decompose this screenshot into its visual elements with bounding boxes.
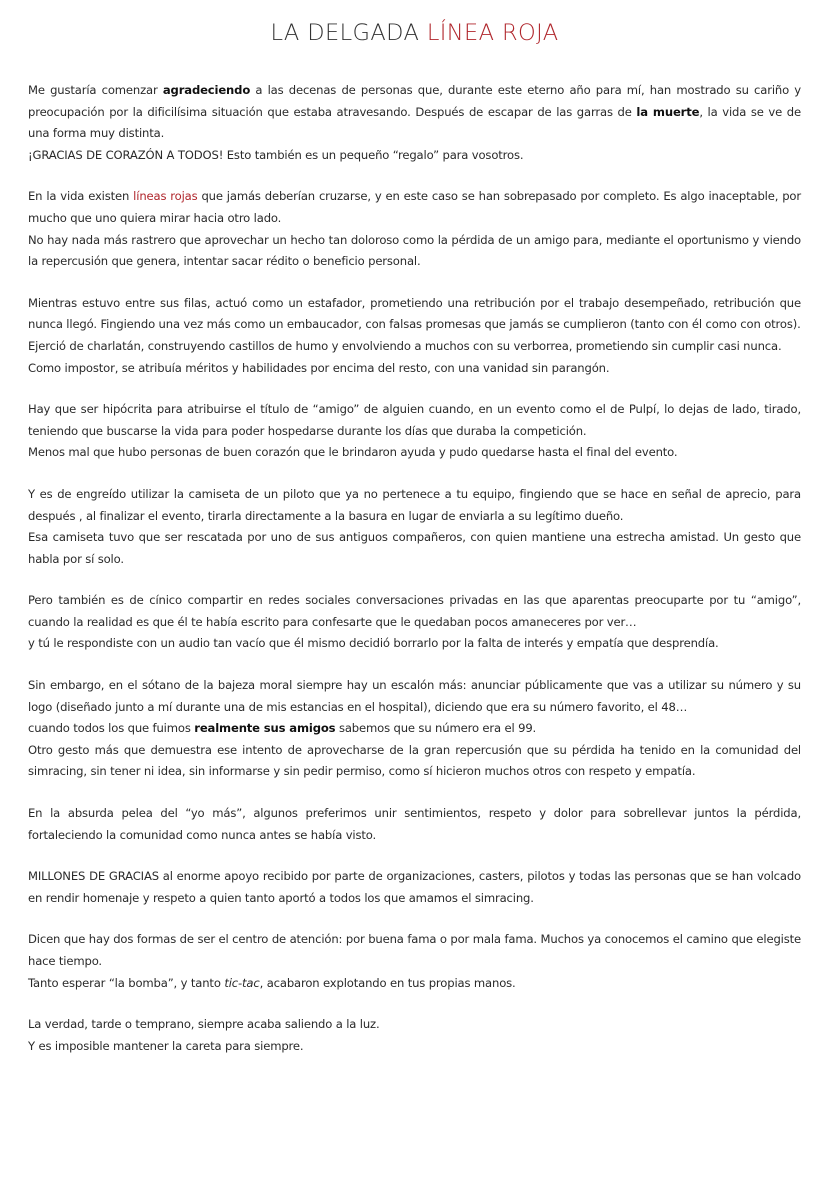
paragraph-9-line-1: MILLONES DE GRACIAS al enorme apoyo recibido por parte de organizaciones, casters, pilotos y todas las personas que se han volcado en rendir homenaje y respeto a quien tanto aportó a todos los que amamos el simracing.: [28, 869, 801, 905]
paragraph-11-line-1: La verdad, tarde o temprano, siempre acaba saliendo a la luz.: [28, 1017, 380, 1032]
paragraph-11: [28, 1014, 801, 1057]
page-title: [28, 20, 801, 46]
paragraph-7-line-2: [28, 718, 801, 740]
bold-text: la muerte: [636, 104, 700, 119]
paragraph-3-line-3: Como impostor, se atribuía méritos y habilidades por encima del resto, con una vanidad sin parangón.: [28, 360, 610, 375]
paragraph-5-line-2: Esa camiseta tuvo que ser rescatada por uno de sus antiguos compañeros, con quien mantiene una estrecha amistad. Un gesto que habla por sí solo.: [28, 530, 801, 566]
paragraph-10-line-2: [28, 973, 801, 995]
paragraph-1-line-1: [28, 80, 801, 145]
paragraph-11-line-2: Y es imposible mantener la careta para siempre.: [28, 1038, 304, 1053]
paragraph-9: [28, 866, 801, 909]
paragraph-2-line-2: No hay nada más rastrero que aprovechar un hecho tan doloroso como la pérdida de un amigo para, mediante el oportunismo y viendo la repercusión que genera, intentar sacar rédito o beneficio personal.: [28, 232, 801, 269]
title-part-1: LA DELGADA: [270, 20, 427, 46]
paragraph-5-line-1: Y es de engreído utilizar la camiseta de un piloto que ya no pertenece a tu equipo, fingiendo que se hace en señal de aprecio, para después , al finalizar el evento, tirarla directamente a la basura en lugar de enviarla a su legítimo dueño.: [28, 486, 801, 523]
paragraph-10: [28, 929, 801, 994]
title-part-2-red: LÍNEA ROJA: [426, 20, 559, 46]
text-run: , la vida se ve de una forma muy distinta.: [28, 104, 801, 141]
paragraph-7: [28, 675, 801, 783]
paragraph-7-line-1: Sin embargo, en el sótano de la bajeza moral siempre hay un escalón más: anunciar públicamente que vas a utilizar su número y su logo (diseñado junto a mí durante una de mis estancias en el hospital), diciendo que era su número favorito, el 48…: [28, 678, 801, 714]
paragraph-8-line-1: En la absurda pelea del “yo más”, algunos preferimos unir sentimientos, respeto y dolor para sobrellevar juntos la pérdida, fortaleciendo la comunidad como nunca antes se había visto.: [28, 806, 801, 842]
paragraph-5: [28, 484, 801, 570]
bold-text: realmente sus amigos: [194, 721, 336, 736]
italic-text: tic-tac: [224, 975, 260, 990]
paragraph-6-line-1: Pero también es de cínico compartir en redes sociales conversaciones privadas en las que aparentas preocuparte por tu “amigo”, cuando la realidad es que él te había escrito para confesarte que le quedaban pocos amaneceres por ver…: [28, 593, 801, 629]
paragraph-3-line-1: Mientras estuvo entre sus filas, actuó como un estafador, prometiendo una retribución por el trabajo desempeñado, retribución que nunca llegó. Fingiendo una vez más como un embaucador, con falsas promesas que jamás se cumplieron (tanto con él como con otros).: [28, 295, 801, 332]
paragraph-7-line-3: Otro gesto más que demuestra ese intento de aprovecharse de la gran repercusión que su pérdida ha tenido en la comunidad del simracing, sin tener ni idea, sin informarse y sin pedir permiso, como sí hicieron muchos otros con respeto y empatía.: [28, 742, 801, 779]
text-run: En la vida existen: [28, 189, 134, 204]
text-run: que jamás deberían cruzarse, y en este caso se han sobrepasado por completo. Es algo inaceptable, por mucho que uno quiera mirar hacia otro lado.: [28, 189, 801, 225]
red-text: líneas rojas: [133, 189, 198, 204]
bold-text: agradeciendo: [162, 83, 251, 97]
paragraph-3-line-2: Ejerció de charlatán, construyendo castillos de humo y envolviendo a muchos con su verborrea, prometiendo sin cumplir casi nunca.: [28, 338, 782, 353]
paragraph-1: [28, 80, 801, 166]
paragraph-8: [28, 803, 801, 846]
paragraph-2: [28, 186, 801, 272]
paragraph-3: [28, 293, 801, 379]
paragraph-6-line-2: y tú le respondiste con un audio tan vacío que él mismo decidió borrarlo por la falta de interés y empatía que desprendía.: [28, 636, 719, 651]
paragraph-4-line-1: Hay que ser hipócrita para atribuirse el título de “amigo” de alguien cuando, en un evento como el de Pulpí, lo dejas de lado, tirado, teniendo que buscarse la vida para poder hospedarse durante los días que duraba la competición.: [28, 402, 801, 438]
paragraph-4: [28, 399, 801, 464]
text-run: Tanto esperar “la bomba”, y tanto: [28, 975, 225, 990]
paragraph-4-line-2: Menos mal que hubo personas de buen corazón que le brindaron ayuda y pudo quedarse hasta el final del evento.: [28, 445, 678, 460]
paragraph-2-line-1: [28, 186, 801, 229]
text-run: , acabaron explotando en tus propias manos.: [259, 975, 516, 990]
text-run: cuando todos los que fuimos: [28, 721, 195, 736]
text-run: Me gustaría comenzar: [28, 83, 163, 97]
text-run: sabemos que su número era el 99.: [335, 721, 537, 736]
paragraph-1-line-2: ¡GRACIAS DE CORAZÓN A TODOS! Esto también es un pequeño “regalo” para vosotros.: [28, 147, 524, 162]
text-run: a las decenas de personas que, durante este eterno año para mí, han mostrado su cariño y preocupación por la dificilísima situación que estaba atravesando. Después de escapar de las garras de: [28, 83, 802, 119]
paragraph-10-line-1: Dicen que hay dos formas de ser el centro de atención: por buena fama o por mala fama. Muchos ya conocemos el camino que elegiste hace tiempo.: [28, 932, 801, 968]
paragraph-6: [28, 590, 801, 655]
